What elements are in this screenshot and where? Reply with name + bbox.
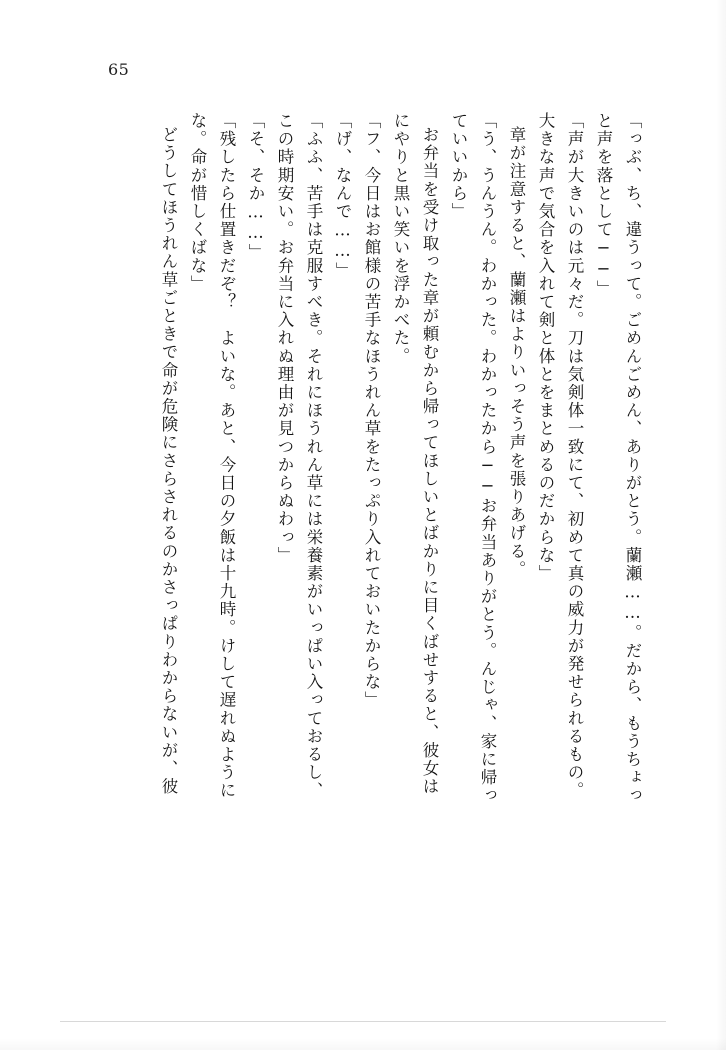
text-column: な。命が惜しくばな」 bbox=[188, 112, 207, 293]
text-column: 「残したら仕置きだぞ？ よいな。あと、今日の夕飯は十九時。けして遅れぬように bbox=[217, 112, 236, 800]
page-bottom-shading bbox=[0, 1038, 726, 1050]
text-column: ていいから」 bbox=[449, 112, 468, 221]
text-column: と声を落として──」 bbox=[594, 112, 613, 298]
vertical-text-block bbox=[86, 112, 640, 982]
text-column: お弁当を受け取った章が頼むから帰ってほしいとばかりに目くばせすると、彼女は bbox=[420, 126, 439, 796]
text-column: 章が注意すると、蘭瀬はよりいっそう声を張りあげる。 bbox=[507, 126, 526, 579]
text-column: にやりと黒い笑いを浮かべた。 bbox=[391, 112, 410, 366]
text-column: 「げ、なんで……」 bbox=[333, 112, 352, 280]
text-column: 「フ、今日はお館様の苦手なほうれん草をたっぷり入れておいたからな」 bbox=[362, 112, 381, 710]
text-column: 「そ、そか……」 bbox=[246, 112, 265, 262]
text-column: 「っぶ、ち、違うって。ごめんごめん、ありがとう。蘭瀬……。だから、もうちょっ bbox=[623, 112, 642, 805]
page-edge-shading bbox=[716, 0, 726, 1050]
text-column: 「声が大きいのは元々だ。刀は気剣体一致にて、初めて真の威力が発せられるもの。 bbox=[565, 112, 584, 800]
text-column: どうしてほうれん草ごときで命が危険にさらされるのかさっぱりわからないが、彼 bbox=[159, 126, 178, 796]
footer-divider bbox=[60, 1021, 666, 1022]
text-column: 「う、うんうん。わかった。わかったから──お弁当ありがとう。んじゃ、家に帰っ bbox=[478, 112, 497, 805]
text-column: 「ふふ、苦手は克服すべき。それにほうれん草には栄養素がいっぱい入っておるし、 bbox=[304, 112, 323, 800]
text-column: 大きな声で気合を入れて剣と体とをまとめるのだからな」 bbox=[536, 112, 555, 583]
text-column: この時期安い。お弁当に入れぬ理由が見つからぬわっ」 bbox=[275, 112, 294, 565]
page-number: 65 bbox=[108, 60, 130, 79]
